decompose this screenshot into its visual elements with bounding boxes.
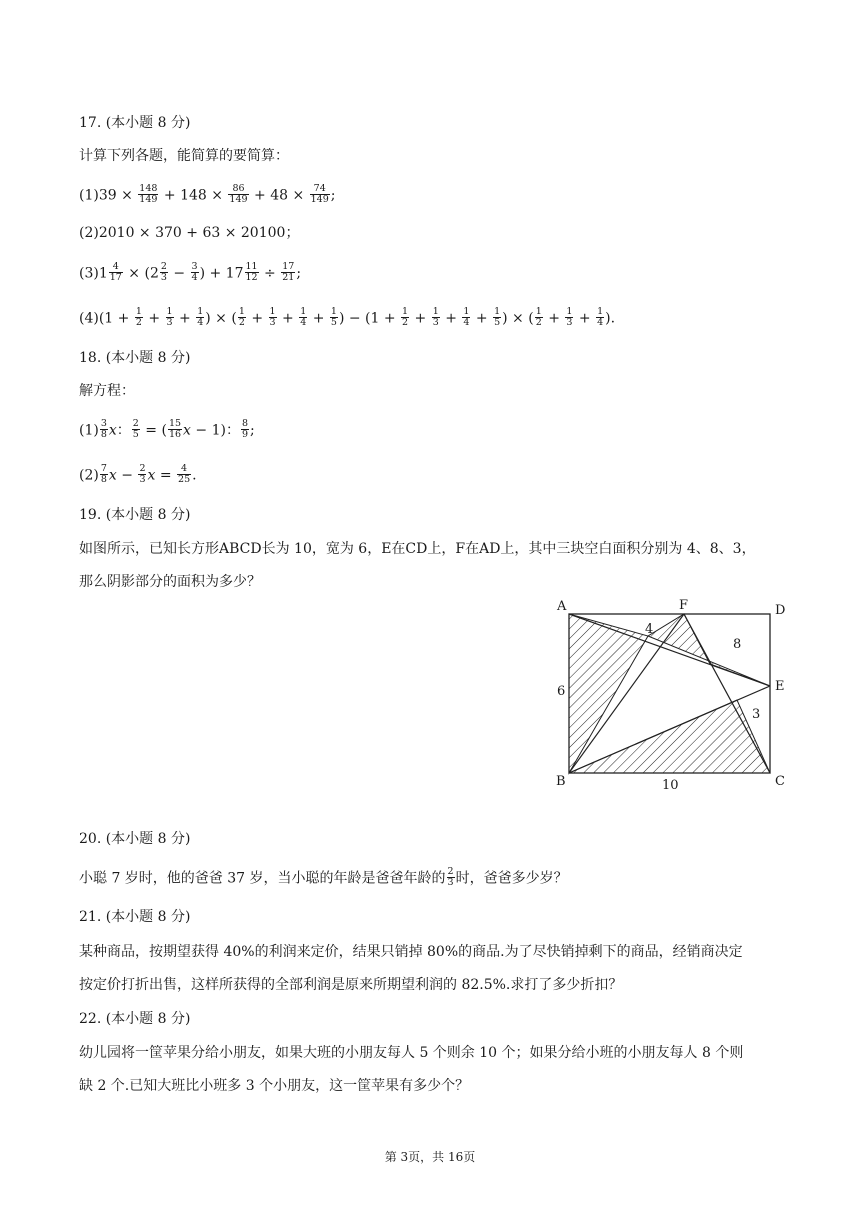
q18-header: 18. (本小题 8 分) (79, 350, 191, 366)
q17-problem-2: (2)2010 × 370 + 63 × 20100； (79, 225, 300, 241)
q21-text-line1: 某种商品，按期望获得 40%的利润来定价，结果只销掉 80%的商品.为了尽快销掉剩下的商品，经销商决定 (79, 944, 743, 960)
q17-problem-1: (1)39 × $\frac{148}{149}$ + 148 × $\frac{86}{149}$ + 48 × $\frac{74}{149}$ ; (79, 183, 336, 205)
q20-text: 小聪 7 岁时，他的爸爸 37 岁，当小聪的年龄是爸爸年龄的 $\frac{2}{3}$ 时，爸爸多少岁？ (79, 866, 568, 888)
q18-problem-1: (1) $\frac{3}{8}$ x： $\frac{2}{5}$ = ( $\frac{15}{16}$ x − 1)： $\frac{8}{9}$ ; (79, 418, 255, 440)
q19-geometry-figure (545, 595, 795, 795)
label-a: A (557, 599, 567, 614)
label-e: E (775, 679, 785, 694)
q17-problem-3: (3)1 $\frac{4}{17}$ × (2 $\frac{2}{3}$ − $\frac{3}{4}$ ) + 17 $\frac{11}{12}$ ÷ $\frac{17}{21}$ ; (79, 261, 302, 283)
q18-problem-2: (2) $\frac{7}{8}$ x − $\frac{2}{3}$ x = $\frac{4}{25}$ . (79, 463, 197, 485)
page-footer: 第 3页，共 16页 (384, 1150, 476, 1164)
q17-instruction: 计算下列各题，能简算的要简算： (79, 148, 289, 164)
label-f: F (679, 598, 689, 613)
label-area-3: 3 (752, 707, 761, 722)
q22-text-line1: 幼儿园将一筐苹果分给小朋友，如果大班的小朋友每人 5 个则余 10 个；如果分给小班的小朋友每人 8 个则 (79, 1045, 744, 1061)
q19-text-line2: 那么阴影部分的面积为多少？ (79, 574, 261, 590)
label-area-8: 8 (733, 637, 742, 652)
label-b: B (556, 774, 566, 789)
q17-problem-4: (4)(1 + $\frac{1}{2}$ + $\frac{1}{3}$ + $\frac{1}{4}$ ) × ( $\frac{1}{2}$ + $\frac{1}{3}$ + $\frac{1}{4}$ + $\frac{1}{5}$ ) − (1 + $\frac{1}{2}$ + $\frac{1}{3}$ + $\frac{1}{4}$ + $\frac{1}{5}$ ) × ( $\frac{1}{2}$ + $\frac{1}{3}$ + $\frac{1}{4}$ ). (79, 306, 616, 328)
q21-header: 21. (本小题 8 分) (79, 909, 191, 925)
q21-text-line2: 按定价打折出售，这样所获得的全部利润是原来所期望利润的 82.5%.求打了多少折扣？ (79, 977, 623, 993)
label-d: D (775, 603, 786, 618)
q19-header: 19. (本小题 8 分) (79, 507, 191, 523)
shaded-quad-top (648, 614, 770, 686)
q17-header: 17. (本小题 8 分) (79, 115, 191, 131)
label-c: C (775, 774, 785, 789)
label-area-4: 4 (645, 622, 654, 637)
label-width: 6 (557, 684, 566, 699)
q22-text-line2: 缺 2 个.已知大班比小班多 3 个小朋友，这一筐苹果有多少个？ (79, 1078, 470, 1094)
q19-text-line1: 如图所示，已知长方形ABCD长为 10，宽为 6，E在CD上，F在AD上，其中三块空白面积分别为 4、8、3， (79, 541, 756, 557)
q18-instruction: 解方程： (79, 383, 135, 399)
q20-header: 20. (本小题 8 分) (79, 831, 191, 847)
q22-header: 22. (本小题 8 分) (79, 1011, 191, 1027)
label-length: 10 (662, 778, 679, 793)
